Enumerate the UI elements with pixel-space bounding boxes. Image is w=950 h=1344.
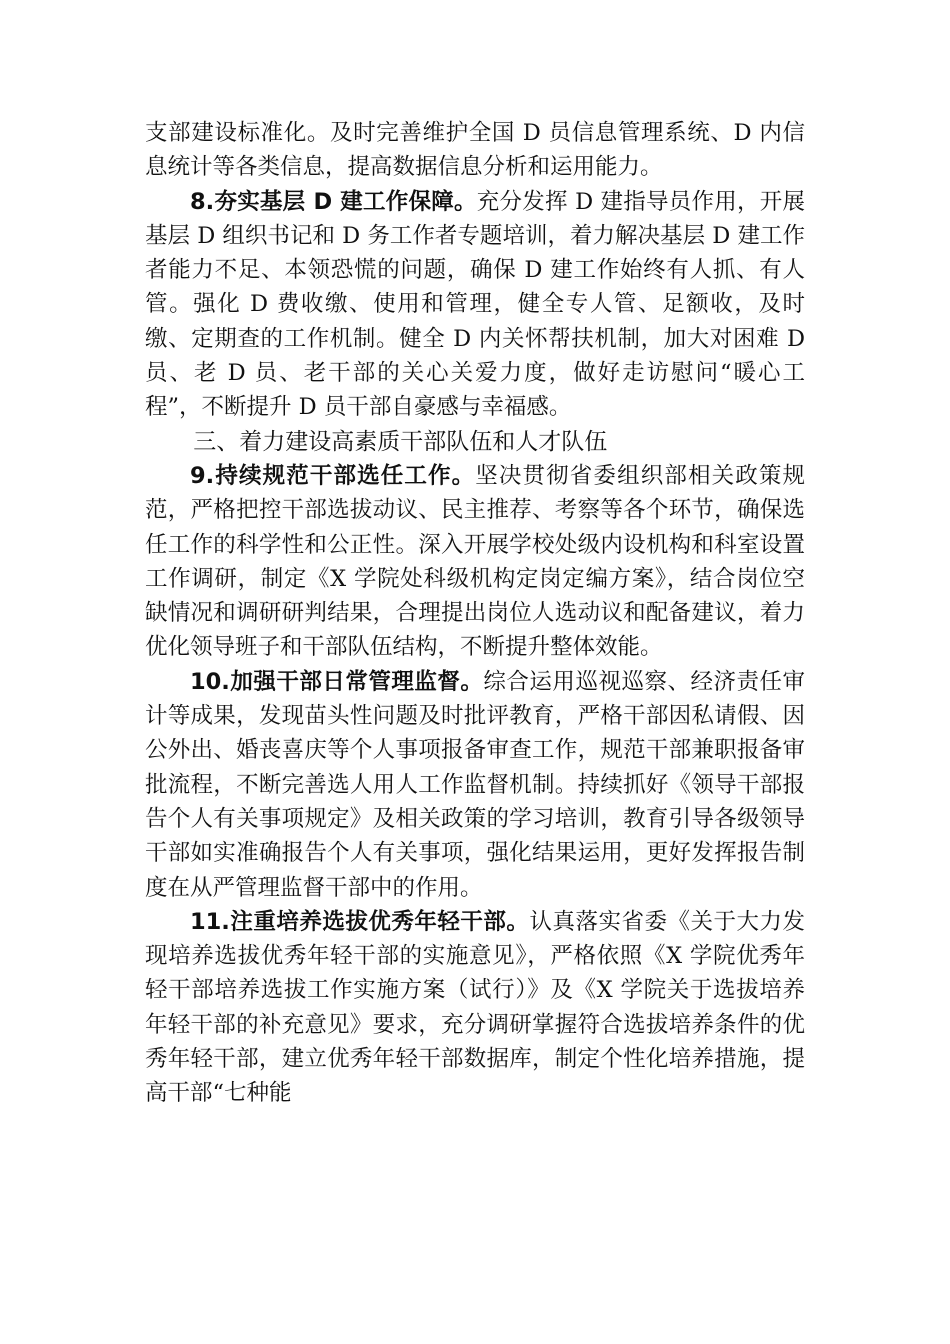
paragraph-continuation	[145, 116, 805, 185]
paragraph-lead: 11.注重培养选拔优秀年轻干部。	[190, 908, 530, 935]
document-body	[145, 116, 805, 1111]
paragraph-text: 支部建设标准化。及时完善维护全国 D 员信息管理系统、D 内信息统计等各类信息，提高数据信息分析和运用能力。	[145, 120, 805, 181]
paragraph-item-8	[145, 185, 805, 425]
paragraph-item-10	[145, 665, 805, 905]
paragraph-lead: 9.持续规范干部选任工作。	[190, 462, 476, 489]
paragraph-item-11	[145, 905, 805, 1111]
paragraph-text: 充分发挥 D 建指导员作用，开展基层 D 组织书记和 D 务工作者专题培训，着力解决基层 D 建工作者能力不足、本领恐慌的问题，确保 D 建工作始终有人抓、有人管。强化 D 费收缴、使用和管理，健全专人管、足额收，及时缴、定期查的工作机制。健全 D 内关怀帮扶机制，加大对困难 D 员、老 D 员、老干部的关心关爱力度，做好走访慰问“暖心工程”，不断提升 D 员干部自豪感与幸福感。	[145, 188, 805, 421]
paragraph-text: 坚决贯彻省委组织部相关政策规范，严格把控干部选拔动议、民主推荐、考察等各个环节，确保选任工作的科学性和公正性。深入开展学校处级内设机构和科室设置工作调研，制定《X 学院处科级机构定岗定编方案》，结合岗位空缺情况和调研研判结果，合理提出岗位人选动议和配备建议，着力优化领导班子和干部队伍结构，不断提升整体效能。	[145, 462, 805, 661]
paragraph-lead: 10.加强干部日常管理监督。	[190, 668, 484, 695]
section-heading: 三、着力建设高素质干部队伍和人才队伍	[193, 428, 608, 455]
paragraph-lead: 8.夯实基层 D 建工作保障。	[190, 188, 477, 215]
paragraph-item-9	[145, 459, 805, 665]
paragraph-text: 认真落实省委《关于大力发现培养选拔优秀年轻干部的实施意见》，严格依照《X 学院优秀年轻干部培养选拔工作实施方案（试行）》及《X 学院关于选拔培养年轻干部的补充意见》要求，充分调研掌握符合选拔培养条件的优秀年轻干部，建立优秀年轻干部数据库，制定个性化培养措施，提高干部“七种能	[145, 908, 805, 1107]
paragraph-text: 综合运用巡视巡察、经济责任审计等成果，发现苗头性问题及时批评教育，严格干部因私请假、因公外出、婚丧喜庆等个人事项报备审查工作，规范干部兼职报备审批流程，不断完善选人用人工作监督机制。持续抓好《领导干部报告个人有关事项规定》及相关政策的学习培训，教育引导各级领导干部如实准确报告个人有关事项，强化结果运用，更好发挥报告制度在从严管理监督干部中的作用。	[145, 668, 805, 901]
